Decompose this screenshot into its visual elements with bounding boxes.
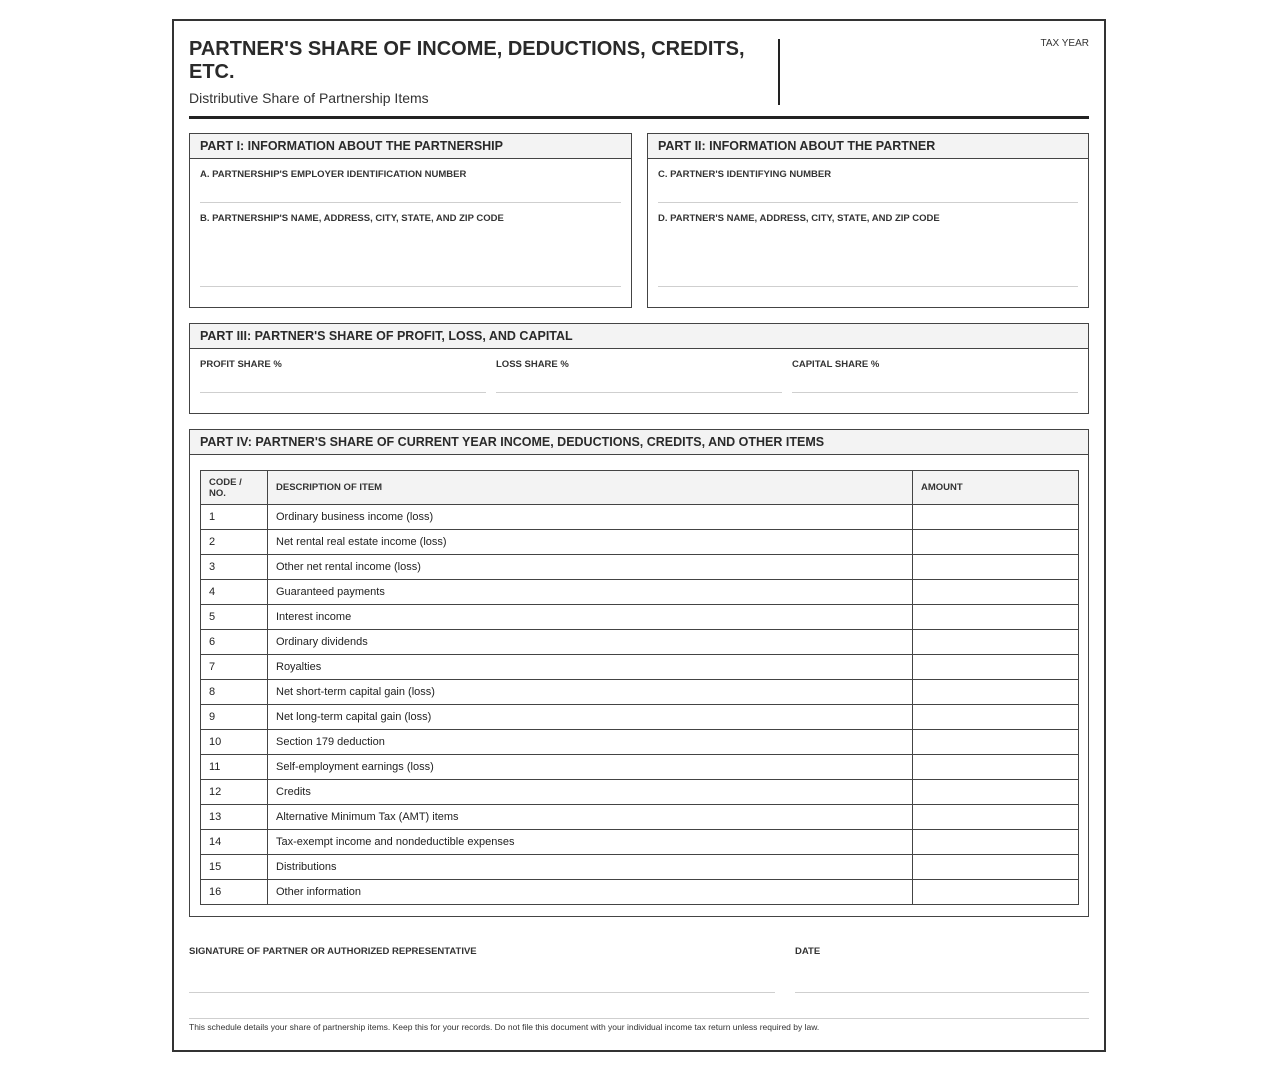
table-row xyxy=(201,880,1079,905)
footnote: This schedule details your share of partnership items. Keep this for your records. Do not file this document with your individual income tax return unless required by law. xyxy=(189,1022,820,1032)
row-code: 5 xyxy=(201,605,268,630)
row-description: Interest income xyxy=(268,605,913,630)
row-description: Credits xyxy=(268,780,913,805)
form-title: PARTNER'S SHARE OF INCOME, DEDUCTIONS, CREDITS, ETC. xyxy=(189,38,745,83)
footer-divider xyxy=(189,1018,1089,1019)
signature-field[interactable] xyxy=(189,992,775,993)
date-field[interactable] xyxy=(795,992,1089,993)
table-row xyxy=(201,830,1079,855)
col-description-header: DESCRIPTION OF ITEM xyxy=(268,471,913,505)
row-amount-field[interactable] xyxy=(913,630,1079,655)
table-row xyxy=(201,705,1079,730)
partnership-ein-field[interactable] xyxy=(200,202,621,203)
col-amount-header: AMOUNT xyxy=(913,471,1079,505)
table-row xyxy=(201,805,1079,830)
row-description: Self-employment earnings (loss) xyxy=(268,755,913,780)
header-divider xyxy=(778,39,780,105)
partner-id-field[interactable] xyxy=(658,202,1078,203)
row-code: 16 xyxy=(201,880,268,905)
table-row xyxy=(201,655,1079,680)
table-row xyxy=(201,780,1079,805)
row-description: Ordinary dividends xyxy=(268,630,913,655)
row-code: 4 xyxy=(201,580,268,605)
table-row xyxy=(201,505,1079,530)
form-subtitle: Distributive Share of Partnership Items xyxy=(189,90,429,106)
row-description: Section 179 deduction xyxy=(268,730,913,755)
items-table xyxy=(200,470,1079,905)
table-row xyxy=(201,680,1079,705)
partnership-address-field[interactable] xyxy=(200,286,621,287)
row-description: Net long-term capital gain (loss) xyxy=(268,705,913,730)
signature-label: SIGNATURE OF PARTNER OR AUTHORIZED REPRESENTATIVE xyxy=(189,946,477,957)
row-amount-field[interactable] xyxy=(913,855,1079,880)
form-body xyxy=(189,21,1089,1050)
row-amount-field[interactable] xyxy=(913,680,1079,705)
row-amount-field[interactable] xyxy=(913,505,1079,530)
row-description: Ordinary business income (loss) xyxy=(268,505,913,530)
row-amount-field[interactable] xyxy=(913,605,1079,630)
part1-section xyxy=(189,133,632,308)
table-row xyxy=(201,555,1079,580)
row-description: Alternative Minimum Tax (AMT) items xyxy=(268,805,913,830)
table-row xyxy=(201,580,1079,605)
table-header-row xyxy=(201,471,1079,505)
row-code: 11 xyxy=(201,755,268,780)
part3-section xyxy=(189,323,1089,414)
part2-heading: PART II: INFORMATION ABOUT THE PARTNER xyxy=(648,134,1088,159)
loss-share-label: LOSS SHARE % xyxy=(496,359,569,370)
tax-year-label: TAX YEAR xyxy=(1040,38,1089,49)
partner-address-label: D. PARTNER'S NAME, ADDRESS, CITY, STATE, AND ZIP CODE xyxy=(658,213,940,224)
row-code: 15 xyxy=(201,855,268,880)
row-code: 1 xyxy=(201,505,268,530)
date-label: DATE xyxy=(795,946,821,957)
table-row xyxy=(201,630,1079,655)
row-description: Other information xyxy=(268,880,913,905)
row-code: 3 xyxy=(201,555,268,580)
row-code: 8 xyxy=(201,680,268,705)
col-code-header: CODE / NO. xyxy=(201,471,268,505)
table-row xyxy=(201,855,1079,880)
row-amount-field[interactable] xyxy=(913,880,1079,905)
row-amount-field[interactable] xyxy=(913,830,1079,855)
partnership-ein-label: A. PARTNERSHIP'S EMPLOYER IDENTIFICATION NUMBER xyxy=(200,169,467,180)
part1-heading: PART I: INFORMATION ABOUT THE PARTNERSHIP xyxy=(190,134,631,159)
partner-id-label: C. PARTNER'S IDENTIFYING NUMBER xyxy=(658,169,832,180)
row-description: Tax-exempt income and nondeductible expenses xyxy=(268,830,913,855)
form-header xyxy=(189,21,1089,119)
part3-heading: PART III: PARTNER'S SHARE OF PROFIT, LOSS, AND CAPITAL xyxy=(190,324,1088,349)
table-row xyxy=(201,605,1079,630)
row-code: 14 xyxy=(201,830,268,855)
row-amount-field[interactable] xyxy=(913,555,1079,580)
capital-share-field[interactable] xyxy=(792,392,1078,393)
row-description: Guaranteed payments xyxy=(268,580,913,605)
row-amount-field[interactable] xyxy=(913,805,1079,830)
row-code: 12 xyxy=(201,780,268,805)
row-code: 9 xyxy=(201,705,268,730)
row-amount-field[interactable] xyxy=(913,755,1079,780)
row-code: 10 xyxy=(201,730,268,755)
partner-address-field[interactable] xyxy=(658,286,1078,287)
row-code: 6 xyxy=(201,630,268,655)
row-amount-field[interactable] xyxy=(913,580,1079,605)
row-amount-field[interactable] xyxy=(913,730,1079,755)
profit-share-field[interactable] xyxy=(200,392,486,393)
part4-section xyxy=(189,429,1089,917)
row-description: Net rental real estate income (loss) xyxy=(268,530,913,555)
row-amount-field[interactable] xyxy=(913,530,1079,555)
partnership-address-label: B. PARTNERSHIP'S NAME, ADDRESS, CITY, STATE, AND ZIP CODE xyxy=(200,213,504,224)
row-amount-field[interactable] xyxy=(913,655,1079,680)
row-description: Distributions xyxy=(268,855,913,880)
table-row xyxy=(201,730,1079,755)
row-amount-field[interactable] xyxy=(913,780,1079,805)
row-amount-field[interactable] xyxy=(913,705,1079,730)
table-row xyxy=(201,530,1079,555)
row-code: 2 xyxy=(201,530,268,555)
part4-heading: PART IV: PARTNER'S SHARE OF CURRENT YEAR INCOME, DEDUCTIONS, CREDITS, AND OTHER ITEMS xyxy=(190,430,1088,455)
form-page xyxy=(172,19,1106,1052)
row-code: 7 xyxy=(201,655,268,680)
part2-section xyxy=(647,133,1089,308)
row-code: 13 xyxy=(201,805,268,830)
row-description: Net short-term capital gain (loss) xyxy=(268,680,913,705)
items-table-body xyxy=(201,505,1079,905)
loss-share-field[interactable] xyxy=(496,392,782,393)
row-description: Other net rental income (loss) xyxy=(268,555,913,580)
profit-share-label: PROFIT SHARE % xyxy=(200,359,282,370)
capital-share-label: CAPITAL SHARE % xyxy=(792,359,880,370)
row-description: Royalties xyxy=(268,655,913,680)
table-row xyxy=(201,755,1079,780)
